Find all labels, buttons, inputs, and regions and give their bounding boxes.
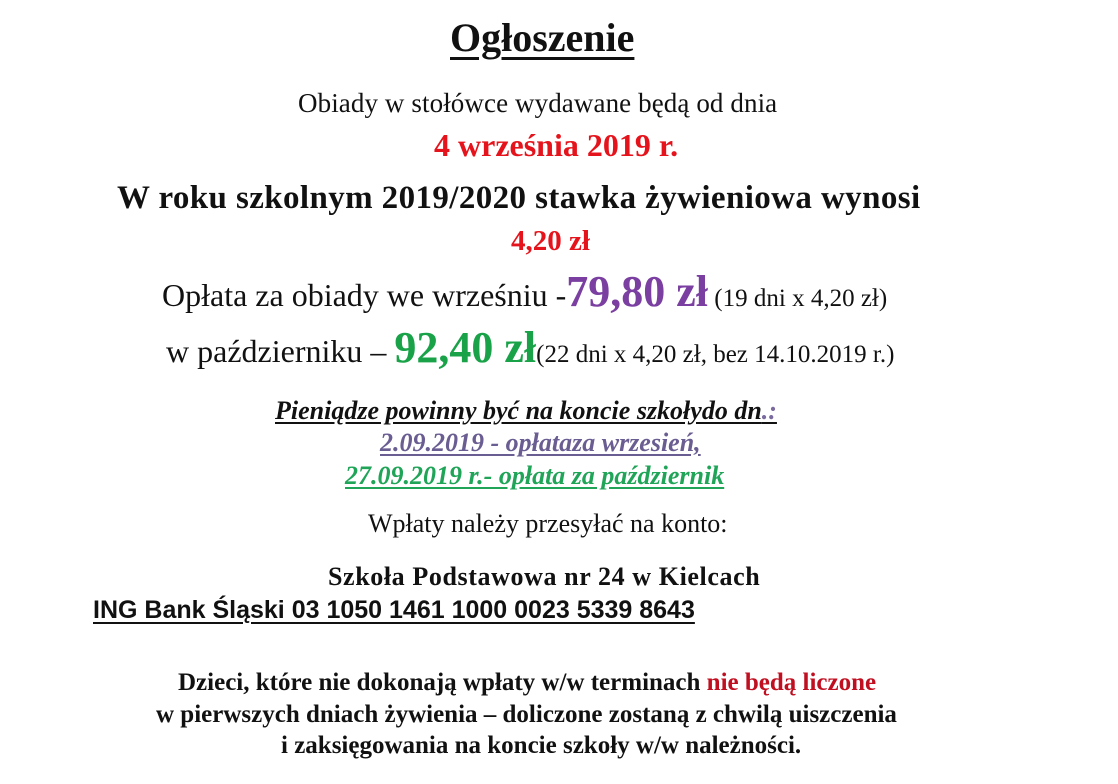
september-fee-prefix: Opłata za obiady we wrześniu - [162,277,567,313]
deadline-heading-main: Pieniądze powinny być na koncie szkołydo dn [275,396,762,425]
october-fee-prefix: w październiku – [166,333,395,369]
notice-line-1-start: Dzieci, które nie dokonają wpłaty w/w terminach [178,669,707,696]
september-fee-line [162,267,888,316]
october-fee-line [166,323,895,372]
payment-instruction: Wpłaty należy przesyłać na konto: [368,509,728,538]
notice-warning: nie będą liczone [706,669,877,696]
deadline-heading [275,398,777,424]
deadline-october: 27.09.2019 r.- opłata za październik [345,461,725,490]
bank-account: ING Bank Śląski 03 1050 1461 1000 0023 5339 8643 [93,596,695,624]
october-fee-amount: 92,40 zł [394,323,537,372]
october-fee-note: (22 dni x 4,20 zł, bez 14.10.2019 r.) [536,341,895,368]
lunch-start-text: Obiady w stołówce wydawane będą od dnia [298,88,778,118]
page-title: Ogłoszenie [450,15,635,60]
deadline-september: 2.09.2019 - opłataza wrzesień, [380,428,701,457]
lunch-start-date: 4 września 2019 r. [434,127,679,163]
rate-value: 4,20 zł [511,225,590,257]
september-fee-amount: 79,80 zł [566,267,709,316]
rate-text: W roku szkolnym 2019/2020 stawka żywieniowa wynosi [117,180,921,216]
notice-line-2: w pierwszych dniach żywienia – doliczone zostaną z chwilą uiszczenia [156,701,897,728]
notice-line-3: i zaksięgowania na koncie szkoły w/w należności. [281,732,802,759]
notice-line-1 [178,670,876,695]
school-name: Szkoła Podstawowa nr 24 w Kielcach [328,562,761,591]
deadline-heading-tail: .: [761,396,777,425]
september-fee-note: (19 dni x 4,20 zł) [708,285,888,312]
